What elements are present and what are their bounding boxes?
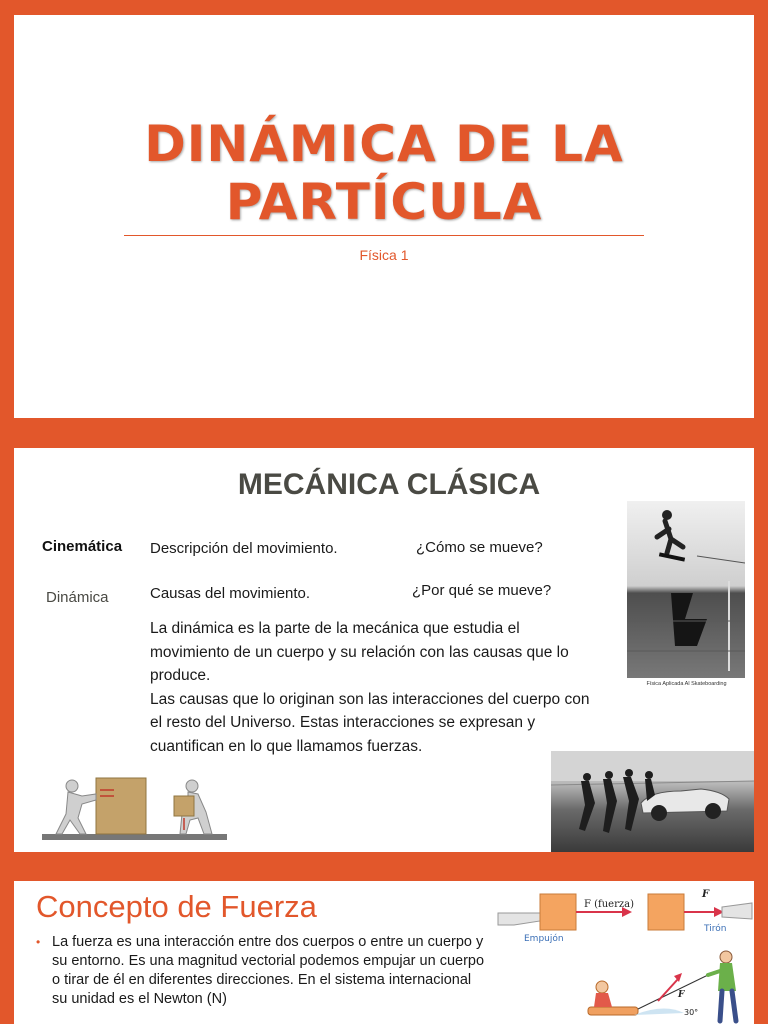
dinamica-explanation xyxy=(150,617,590,758)
skateboarding-photo xyxy=(627,501,745,678)
title-divider xyxy=(124,235,644,236)
bullet-icon: • xyxy=(36,935,41,949)
paragraph-definition: La dinámica es la parte de la mecánica que estudia el movimiento de un cuerpo y su relación con las causas que lo produce. xyxy=(150,620,569,684)
push-label: Empujón xyxy=(524,934,564,944)
push-pull-box-illustration xyxy=(42,774,227,844)
people-moving-box-image xyxy=(42,774,227,844)
presentation-subtitle: Física 1 xyxy=(359,247,409,263)
row-label-cinematica: Cinemática xyxy=(42,538,123,555)
photo-caption: Física Aplicada Al Skateboarding xyxy=(646,681,727,687)
bullet-item xyxy=(36,933,486,1009)
row-description-cinematica: Descripción del movimiento. xyxy=(150,540,338,557)
title-line-1: DINÁMICA DE LA xyxy=(144,115,624,173)
mecanica-clasica-slide xyxy=(14,448,754,852)
pull-label: Tirón xyxy=(704,924,727,934)
slide-title: MECÁNICA CLÁSICA xyxy=(237,468,541,501)
force-symbol-sled: F xyxy=(678,990,685,1000)
title-slide xyxy=(14,15,754,418)
row-question-cinematica: ¿Cómo se mueve? xyxy=(416,539,543,556)
slide-title: Concepto de Fuerza xyxy=(36,889,317,924)
paragraph-causes: Las causas que lo originan son las interacciones del cuerpo con el resto del Universo. Estas interacciones se expresan y cuantifican en lo que llamamos fuerzas. xyxy=(150,690,590,755)
pushing-car-photo xyxy=(551,751,754,852)
push-pull-force-figure xyxy=(494,883,754,1024)
presentation-title xyxy=(14,115,754,231)
bullet-text: La fuerza es una interacción entre dos cuerpos o entre un cuerpo y su entorno. Es una magnitud vectorial podemos empujar un cuerpo o tirar de él en diferentes direcciones. En el sistema internacional su unidad es el Newton (N) xyxy=(52,934,485,1007)
skateboarder-image xyxy=(627,501,745,678)
concepto-fuerza-slide xyxy=(14,881,754,1024)
row-label-dinamica: Dinámica xyxy=(46,589,109,606)
force-label: F (fuerza) xyxy=(584,899,634,910)
row-question-dinamica: ¿Por qué se mueve? xyxy=(412,582,552,599)
people-pushing-car-image xyxy=(551,751,754,852)
angle-label: 30° xyxy=(684,1008,699,1017)
title-line-2: PARTÍCULA xyxy=(225,173,543,231)
force-symbol-top: F xyxy=(702,889,710,900)
row-description-dinamica: Causas del movimiento. xyxy=(150,585,311,602)
force-diagram xyxy=(494,883,754,1024)
